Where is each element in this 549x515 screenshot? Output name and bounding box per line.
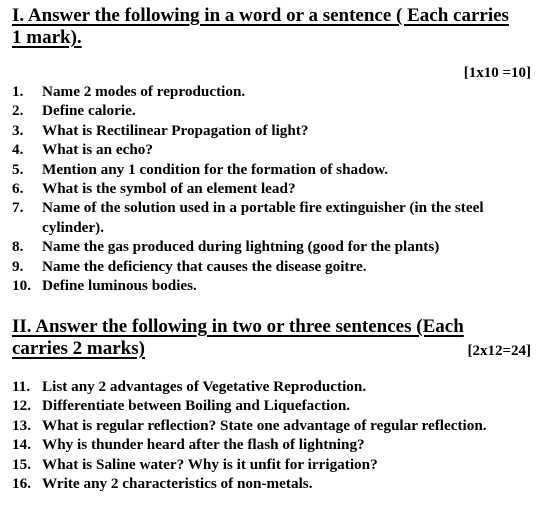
question-number: 10. — [12, 277, 31, 295]
question-item — [12, 377, 537, 396]
question-item — [12, 160, 537, 179]
question-item — [12, 179, 537, 198]
question-item — [12, 82, 537, 101]
question-text: What is regular reflection? State one advantage of regular reflection. — [42, 416, 487, 434]
question-item — [12, 140, 537, 159]
question-text: What is Rectilinear Propagation of light? — [42, 121, 309, 139]
question-number: 16. — [12, 475, 31, 493]
question-number: 7. — [12, 199, 24, 217]
question-text: Define calorie. — [42, 102, 136, 120]
section-1-title-line1: I. Answer the following in a word or a sentence ( Each carries — [12, 5, 509, 26]
question-text: What is an echo? — [42, 141, 153, 159]
question-number: 8. — [12, 238, 24, 256]
question-item — [12, 198, 537, 237]
question-number: 2. — [12, 102, 24, 120]
question-item — [12, 455, 537, 474]
section-1-heading — [12, 5, 537, 49]
question-text: Why is thunder heard after the flash of lightning? — [42, 436, 365, 454]
question-item — [12, 237, 537, 256]
section-1-question-list — [12, 82, 537, 295]
question-number: 5. — [12, 160, 24, 178]
question-item — [12, 396, 537, 415]
question-number: 6. — [12, 180, 24, 198]
question-number: 1. — [12, 83, 24, 100]
question-number: 12. — [12, 397, 31, 415]
question-number: 9. — [12, 257, 24, 275]
question-text: What is the symbol of an element lead? — [42, 180, 296, 198]
question-text: Differentiate between Boiling and Liquefaction. — [42, 397, 351, 415]
section-1-title-line2: 1 mark). — [12, 27, 82, 48]
section-2-title-line1: II. Answer the following in two or three sentences (Each — [12, 316, 464, 337]
question-number: 3. — [12, 121, 24, 139]
question-text: Mention any 1 condition for the formation of shadow. — [42, 160, 389, 178]
section-2-question-list — [12, 377, 537, 493]
question-item — [12, 101, 537, 120]
section-2-heading — [12, 316, 537, 360]
question-text: Define luminous bodies. — [42, 277, 197, 295]
question-text: Name the gas produced during lightning (good for the plants) — [42, 238, 440, 256]
section-2-marks: [2x12=24] — [467, 343, 531, 359]
question-item — [12, 121, 537, 140]
question-number: 13. — [12, 416, 31, 434]
question-item — [12, 276, 537, 295]
question-text: List any 2 advantages of Vegetative Reproduction. — [42, 378, 367, 395]
section-2-title-line2: carries 2 marks) — [12, 338, 145, 359]
question-number: 15. — [12, 455, 31, 473]
question-text: Name of the solution used in a portable fire extinguisher (in the steel cylinder). — [42, 199, 484, 236]
question-item — [12, 474, 537, 493]
question-text: Write any 2 characteristics of non-metals. — [42, 475, 313, 493]
question-item — [12, 416, 537, 435]
question-number: 11. — [12, 378, 31, 395]
question-text: What is Saline water? Why is it unfit for irrigation? — [42, 455, 378, 473]
question-item — [12, 435, 537, 454]
section-1-marks: [1x10 =10] — [463, 65, 531, 81]
question-number: 4. — [12, 141, 24, 159]
question-item — [12, 257, 537, 276]
question-text: Name the deficiency that causes the disease goitre. — [42, 257, 367, 275]
question-text: Name 2 modes of reproduction. — [42, 83, 246, 100]
question-number: 14. — [12, 436, 31, 454]
